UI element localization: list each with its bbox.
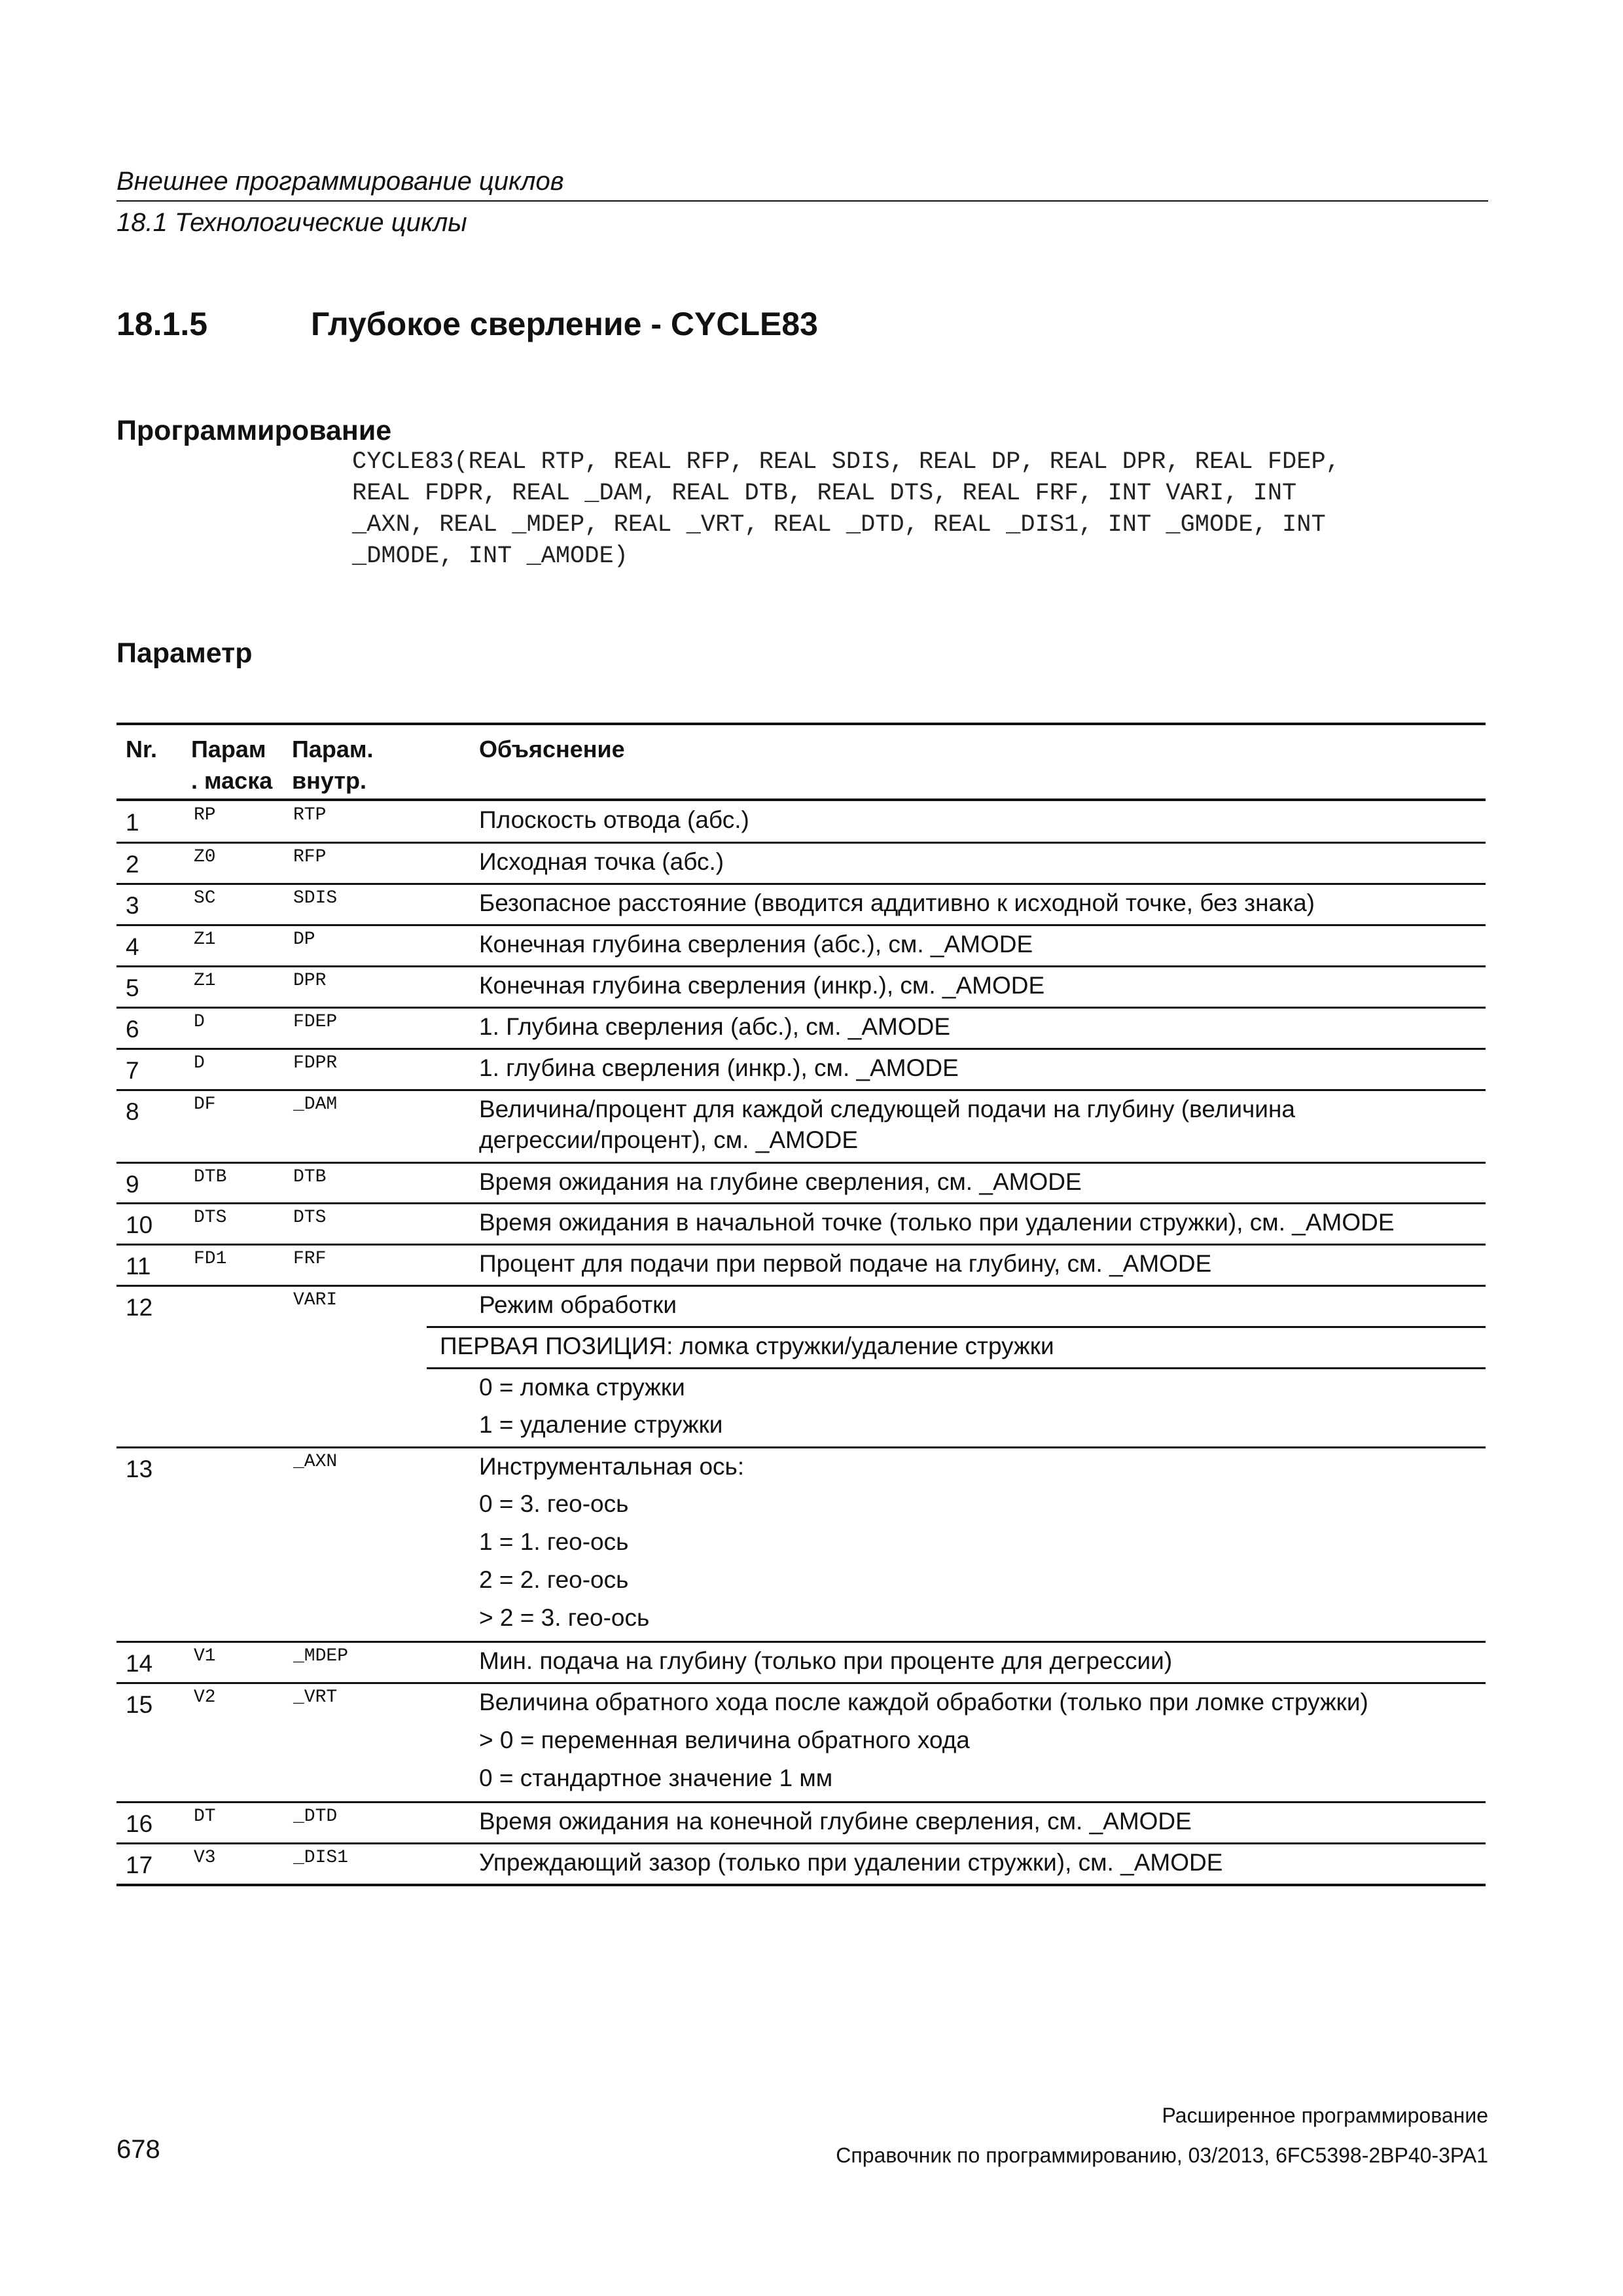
row-10-nr: 10	[126, 1211, 153, 1238]
row-9-mask: DTB	[194, 1167, 227, 1187]
row-15-option: 0 = стандартное значение 1 мм	[479, 1765, 833, 1791]
row-15-explanation: Величина обратного хода после каждой обработки (только при ломке стружки)	[479, 1689, 1368, 1715]
row-2-int: RFP	[293, 847, 327, 867]
col-header-mask-2: . маска	[191, 767, 273, 794]
row-5-explanation: Конечная глубина сверления (инкр.), см. _AMODE	[479, 972, 1045, 999]
row-12-explanation: Режим обработки	[479, 1291, 677, 1318]
running-header-chapter: Внешнее программирование циклов	[116, 167, 564, 196]
row-12-option: 1 = удаление стружки	[479, 1411, 723, 1438]
row-9-int: DTB	[293, 1167, 327, 1187]
code-line: CYCLE83(REAL RTP, REAL RFP, REAL SDIS, REAL DP, REAL DPR, REAL FDEP,	[352, 448, 1340, 476]
section-number: 18.1.5	[116, 306, 208, 342]
row-5-mask: Z1	[194, 971, 216, 991]
header-bottom-rule	[116, 798, 1486, 801]
table-bottom-rule	[116, 1884, 1486, 1886]
row-14-explanation: Мин. подача на глубину (только при проценте для дегрессии)	[479, 1647, 1173, 1674]
col-header-int-2: внутр.	[292, 767, 366, 794]
row-15-nr: 15	[126, 1691, 153, 1718]
row-7-nr: 7	[126, 1057, 139, 1084]
running-header-section: 18.1 Технологические циклы	[116, 208, 467, 237]
col-header-int-1: Парам.	[292, 736, 374, 762]
row-15-mask: V2	[194, 1687, 216, 1708]
row-16-int: _DTD	[293, 1806, 338, 1827]
row-13-option: > 2 = 3. гео-ось	[479, 1604, 650, 1631]
row-3-mask: SC	[194, 888, 216, 908]
code-line: REAL FDPR, REAL _DAM, REAL DTB, REAL DTS, REAL FRF, INT VARI, INT	[352, 480, 1297, 507]
row-rule	[116, 1285, 1486, 1287]
row-rule	[116, 1162, 1486, 1164]
row-rule	[116, 1048, 1486, 1050]
row-15-option: > 0 = переменная величина обратного хода	[479, 1727, 970, 1753]
row-8-explanation: Величина/процент для каждой следующей подачи на глубину (величина	[479, 1096, 1295, 1122]
row-3-explanation: Безопасное расстояние (вводится аддитивно к исходной точке, без знака)	[479, 889, 1315, 916]
row-4-int: DP	[293, 929, 315, 950]
row-7-int: FDPR	[293, 1053, 338, 1073]
row-13-explanation: Инструментальная ось:	[479, 1453, 745, 1480]
row-17-mask: V3	[194, 1848, 216, 1868]
row-8-mask: DF	[194, 1094, 216, 1115]
page-number: 678	[116, 2135, 160, 2164]
row-2-nr: 2	[126, 851, 139, 878]
row-13-int: _AXN	[293, 1452, 338, 1472]
row-rule	[116, 883, 1486, 885]
col-header-explanation: Объяснение	[479, 736, 625, 762]
row-13-option: 1 = 1. гео-ось	[479, 1528, 629, 1555]
row-10-int: DTS	[293, 1208, 327, 1228]
col-header-mask-1: Парам	[191, 736, 266, 762]
row-5-nr: 5	[126, 975, 139, 1001]
row-rule	[116, 1446, 1486, 1448]
row-9-nr: 9	[126, 1171, 139, 1198]
row-sub-rule	[427, 1326, 1486, 1328]
row-10-explanation: Время ожидания в начальной точке (только при удалении стружки), см. _AMODE	[479, 1209, 1395, 1236]
row-16-mask: DT	[194, 1806, 216, 1827]
cycle-signature	[352, 446, 1504, 572]
row-rule	[116, 1801, 1486, 1803]
row-6-mask: D	[194, 1012, 205, 1032]
row-5-int: DPR	[293, 971, 327, 991]
row-17-int: _DIS1	[293, 1848, 349, 1868]
row-6-int: FDEP	[293, 1012, 338, 1032]
programming-heading: Программирование	[116, 415, 392, 446]
row-1-int: RTP	[293, 805, 327, 825]
row-6-explanation: 1. Глубина сверления (абс.), см. _AMODE	[479, 1013, 951, 1040]
row-sub-rule	[427, 1367, 1486, 1369]
row-16-nr: 16	[126, 1810, 153, 1837]
row-13-option: 0 = 3. гео-ось	[479, 1490, 629, 1517]
row-7-explanation: 1. глубина сверления (инкр.), см. _AMODE	[479, 1054, 959, 1081]
row-13-nr: 13	[126, 1456, 153, 1482]
parameter-heading: Параметр	[116, 637, 253, 669]
row-rule	[116, 1842, 1486, 1844]
row-8-explanation-cont: дегрессии/процент), см. _AMODE	[479, 1126, 858, 1153]
row-7-mask: D	[194, 1053, 205, 1073]
row-2-mask: Z0	[194, 847, 216, 867]
row-2-explanation: Исходная точка (абс.)	[479, 848, 724, 875]
table-top-rule	[116, 723, 1486, 725]
row-12-nr: 12	[126, 1294, 153, 1321]
row-4-nr: 4	[126, 933, 139, 960]
code-line: _AXN, REAL _MDEP, REAL _VRT, REAL _DTD, REAL _DIS1, INT _GMODE, INT	[352, 511, 1326, 539]
row-16-explanation: Время ожидания на конечной глубине сверления, см. _AMODE	[479, 1808, 1192, 1835]
row-13-option: 2 = 2. гео-ось	[479, 1566, 629, 1593]
row-rule	[116, 842, 1486, 844]
row-rule	[116, 924, 1486, 926]
code-line: _DMODE, INT _AMODE)	[352, 543, 628, 570]
row-14-nr: 14	[126, 1650, 153, 1677]
row-rule	[116, 1641, 1486, 1643]
row-3-nr: 3	[126, 892, 139, 919]
footer-book-reference: Справочник по программированию, 03/2013, 6FC5398-2BP40-3PA1	[836, 2144, 1488, 2167]
row-11-int: FRF	[293, 1249, 327, 1269]
header-rule	[116, 200, 1488, 202]
row-14-int: _MDEP	[293, 1646, 349, 1666]
row-1-explanation: Плоскость отвода (абс.)	[479, 806, 749, 833]
row-14-mask: V1	[194, 1646, 216, 1666]
row-9-explanation: Время ожидания на глубине сверления, см. _AMODE	[479, 1168, 1082, 1195]
row-rule	[116, 1202, 1486, 1204]
row-8-nr: 8	[126, 1098, 139, 1125]
row-1-mask: RP	[194, 805, 216, 825]
row-12-int: VARI	[293, 1290, 338, 1310]
row-6-nr: 6	[126, 1016, 139, 1043]
row-rule	[116, 1089, 1486, 1091]
row-1-nr: 1	[126, 809, 139, 836]
row-11-mask: FD1	[194, 1249, 227, 1269]
row-8-int: _DAM	[293, 1094, 338, 1115]
row-rule	[116, 1682, 1486, 1684]
row-17-explanation: Упреждающий зазор (только при удалении стружки), см. _AMODE	[479, 1849, 1223, 1876]
row-12-sub-heading: ПЕРВАЯ ПОЗИЦИЯ: ломка стружки/удаление стружки	[440, 1333, 1054, 1359]
col-header-nr: Nr.	[126, 736, 158, 762]
row-12-option: 0 = ломка стружки	[479, 1374, 685, 1401]
row-rule	[116, 1244, 1486, 1246]
row-3-int: SDIS	[293, 888, 338, 908]
row-11-nr: 11	[126, 1253, 151, 1280]
row-17-nr: 17	[126, 1852, 153, 1878]
section-title: Глубокое сверление - CYCLE83	[311, 306, 818, 342]
row-rule	[116, 1007, 1486, 1009]
row-11-explanation: Процент для подачи при первой подаче на глубину, см. _AMODE	[479, 1250, 1212, 1277]
row-10-mask: DTS	[194, 1208, 227, 1228]
row-15-int: _VRT	[293, 1687, 338, 1708]
row-rule	[116, 965, 1486, 967]
row-4-mask: Z1	[194, 929, 216, 950]
footer-book-title: Расширенное программирование	[1162, 2104, 1488, 2127]
row-4-explanation: Конечная глубина сверления (абс.), см. _AMODE	[479, 931, 1033, 958]
